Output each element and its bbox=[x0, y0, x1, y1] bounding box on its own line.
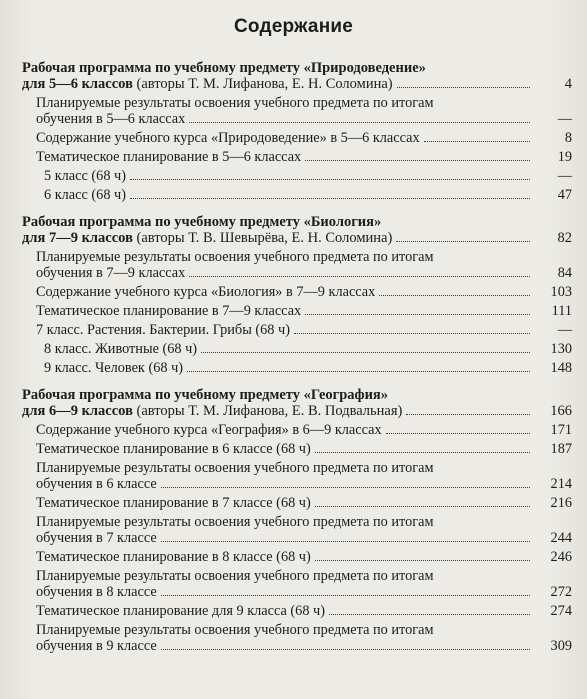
entry-line bbox=[36, 495, 534, 511]
heading-line: Рабочая программа по учебному предмету «Природоведение» bbox=[22, 60, 426, 76]
entry-text: Содержание учебного курса «Природоведение» в 5—6 классах bbox=[36, 130, 420, 146]
page-number: 103 bbox=[550, 284, 572, 300]
toc-entry[interactable] bbox=[22, 249, 572, 281]
leader-dots bbox=[315, 451, 530, 453]
page-title: Содержание bbox=[233, 16, 354, 37]
entry-text: обучения в 7 классе bbox=[36, 530, 157, 546]
entry-text: 6 класс (68 ч) bbox=[44, 187, 126, 203]
toc-entry[interactable] bbox=[22, 149, 572, 165]
entry-text: 7 класс. Растения. Бактерии. Грибы (68 ч) bbox=[36, 322, 290, 338]
entry-line bbox=[36, 584, 534, 600]
entry-line bbox=[36, 322, 534, 338]
entry-text: обучения в 9 классе bbox=[36, 638, 157, 654]
leader-dots bbox=[305, 313, 530, 315]
entry-line bbox=[36, 549, 534, 565]
entry-line bbox=[36, 530, 534, 546]
heading-line bbox=[22, 403, 534, 419]
entry-text: Содержание учебного курса «География» в 6—9 классах bbox=[36, 422, 382, 438]
leader-dots bbox=[161, 540, 530, 542]
heading-authors: (авторы Т. М. Лифанова, Е. Н. Соломина) bbox=[132, 76, 393, 92]
leader-dots bbox=[397, 86, 530, 88]
entry-line bbox=[36, 303, 534, 319]
leader-dots bbox=[294, 332, 530, 334]
heading-line-text bbox=[22, 230, 392, 246]
leader-dots bbox=[187, 370, 530, 372]
page-number: 84 bbox=[557, 265, 572, 281]
entry-text: Содержание учебного курса «Биология» в 7—9 классах bbox=[36, 284, 376, 300]
page-number: 244 bbox=[550, 530, 572, 546]
heading-authors: (авторы Т. М. Лифанова, Е. В. Подвальная) bbox=[132, 403, 403, 419]
toc-entry[interactable] bbox=[22, 360, 572, 376]
entry-line bbox=[36, 284, 534, 300]
leader-dots bbox=[315, 505, 530, 507]
heading-bold-prefix: для 7—9 классов bbox=[22, 230, 133, 246]
entry-line bbox=[36, 265, 534, 281]
leader-dots bbox=[161, 486, 530, 488]
toc-entry-heading[interactable] bbox=[22, 387, 572, 419]
leader-dots bbox=[201, 351, 530, 353]
entry-line: Планируемые результаты освоения учебного предмета по итогам bbox=[36, 95, 434, 111]
toc-entry[interactable] bbox=[22, 603, 572, 619]
toc-entry[interactable] bbox=[22, 303, 572, 319]
heading-bold-prefix: для 5—6 классов bbox=[22, 76, 133, 92]
page-number: 47 bbox=[557, 187, 572, 203]
entry-line bbox=[36, 422, 534, 438]
entry-line bbox=[36, 638, 534, 654]
toc-entry-heading[interactable] bbox=[22, 214, 572, 246]
page-number: 214 bbox=[550, 476, 572, 492]
entry-text: 9 класс. Человек (68 ч) bbox=[44, 360, 184, 376]
section-heading bbox=[22, 214, 572, 246]
toc-entry[interactable] bbox=[22, 495, 572, 511]
entry-line bbox=[36, 149, 534, 165]
entry-line bbox=[36, 603, 534, 619]
entry-line bbox=[44, 360, 534, 376]
leader-dots bbox=[189, 275, 530, 277]
toc-entry[interactable] bbox=[22, 95, 572, 127]
leader-dots bbox=[379, 294, 530, 296]
entry-text: 8 класс. Животные (68 ч) bbox=[44, 341, 198, 357]
heading-line-text bbox=[22, 76, 393, 92]
toc-entry[interactable] bbox=[22, 622, 572, 654]
entry-line bbox=[44, 168, 534, 184]
section-heading bbox=[22, 387, 572, 419]
heading-authors: (авторы Т. В. Шевырёва, Е. Н. Соломина) bbox=[132, 230, 393, 246]
leader-dots bbox=[386, 432, 530, 434]
leader-dots bbox=[161, 594, 530, 596]
toc-entry[interactable] bbox=[22, 460, 572, 492]
page-number: 309 bbox=[550, 638, 572, 654]
leader-dots bbox=[329, 613, 530, 615]
entry-line bbox=[36, 130, 534, 146]
page-number: 4 bbox=[564, 76, 572, 92]
entry-line bbox=[36, 476, 534, 492]
leader-dots bbox=[189, 121, 530, 123]
entry-line bbox=[36, 441, 534, 457]
page-number: 111 bbox=[551, 303, 572, 319]
entry-text: Тематическое планирование в 8 классе (68 ч) bbox=[36, 549, 311, 565]
entry-text: обучения в 8 классе bbox=[36, 584, 157, 600]
page-number: 148 bbox=[550, 360, 572, 376]
page-number: 171 bbox=[550, 422, 572, 438]
page-number: 82 bbox=[557, 230, 572, 246]
page-number: 187 bbox=[550, 441, 572, 457]
leader-dots bbox=[130, 197, 530, 199]
entry-line: Планируемые результаты освоения учебного предмета по итогам bbox=[36, 249, 434, 265]
entry-line bbox=[36, 111, 534, 127]
leader-dots bbox=[396, 240, 530, 242]
page-number: 19 bbox=[557, 149, 572, 165]
toc-entry-heading[interactable] bbox=[22, 60, 572, 92]
toc-entry[interactable] bbox=[22, 568, 572, 600]
section-heading bbox=[22, 60, 572, 92]
page-number: 274 bbox=[550, 603, 572, 619]
page-number: 216 bbox=[550, 495, 572, 511]
entry-text: 5 класс (68 ч) bbox=[44, 168, 126, 184]
entry-text: Тематическое планирование в 5—6 классах bbox=[36, 149, 302, 165]
entry-text: Тематическое планирование для 9 класса (68 ч) bbox=[36, 603, 325, 619]
toc-entry[interactable] bbox=[22, 549, 572, 565]
toc-entry[interactable] bbox=[22, 341, 572, 357]
leader-dots bbox=[130, 178, 530, 180]
leader-dots bbox=[305, 159, 530, 161]
toc-entry[interactable] bbox=[22, 422, 572, 438]
table-of-contents bbox=[22, 60, 572, 665]
toc-entry[interactable] bbox=[22, 187, 572, 203]
page-number: 246 bbox=[550, 549, 572, 565]
heading-line: Рабочая программа по учебному предмету «География» bbox=[22, 387, 389, 403]
page-number: — bbox=[557, 111, 572, 127]
toc-section bbox=[22, 60, 572, 203]
page-number: 272 bbox=[550, 584, 572, 600]
toc-section bbox=[22, 387, 572, 654]
toc-entry[interactable] bbox=[22, 441, 572, 457]
leader-dots bbox=[161, 648, 530, 650]
toc-entry[interactable] bbox=[22, 322, 572, 338]
page-number: 130 bbox=[550, 341, 572, 357]
entry-line: Планируемые результаты освоения учебного предмета по итогам bbox=[36, 514, 434, 530]
entry-text: обучения в 5—6 классах bbox=[36, 111, 186, 127]
entry-text: обучения в 6 классе bbox=[36, 476, 157, 492]
entry-line bbox=[44, 341, 534, 357]
entry-text: Тематическое планирование в 7—9 классах bbox=[36, 303, 302, 319]
toc-entry[interactable] bbox=[22, 514, 572, 546]
page-number: 166 bbox=[550, 403, 572, 419]
entry-text: Тематическое планирование в 7 классе (68 ч) bbox=[36, 495, 311, 511]
entry-line: Планируемые результаты освоения учебного предмета по итогам bbox=[36, 460, 434, 476]
page-number: — bbox=[557, 322, 572, 338]
toc-section bbox=[22, 214, 572, 376]
entry-line bbox=[44, 187, 534, 203]
heading-line-text bbox=[22, 403, 402, 419]
toc-entry[interactable] bbox=[22, 284, 572, 300]
leader-dots bbox=[406, 413, 530, 415]
heading-line: Рабочая программа по учебному предмету «Биология» bbox=[22, 214, 382, 230]
page-number: 8 bbox=[564, 130, 572, 146]
heading-line bbox=[22, 76, 534, 92]
toc-entry[interactable] bbox=[22, 168, 572, 184]
entry-line: Планируемые результаты освоения учебного предмета по итогам bbox=[36, 568, 434, 584]
toc-entry[interactable] bbox=[22, 130, 572, 146]
heading-line bbox=[22, 230, 534, 246]
entry-text: обучения в 7—9 классах bbox=[36, 265, 186, 281]
page-number: — bbox=[557, 168, 572, 184]
heading-bold-prefix: для 6—9 классов bbox=[22, 403, 133, 419]
leader-dots bbox=[424, 140, 530, 142]
leader-dots bbox=[315, 559, 530, 561]
entry-line: Планируемые результаты освоения учебного предмета по итогам bbox=[36, 622, 434, 638]
entry-text: Тематическое планирование в 6 классе (68 ч) bbox=[36, 441, 311, 457]
